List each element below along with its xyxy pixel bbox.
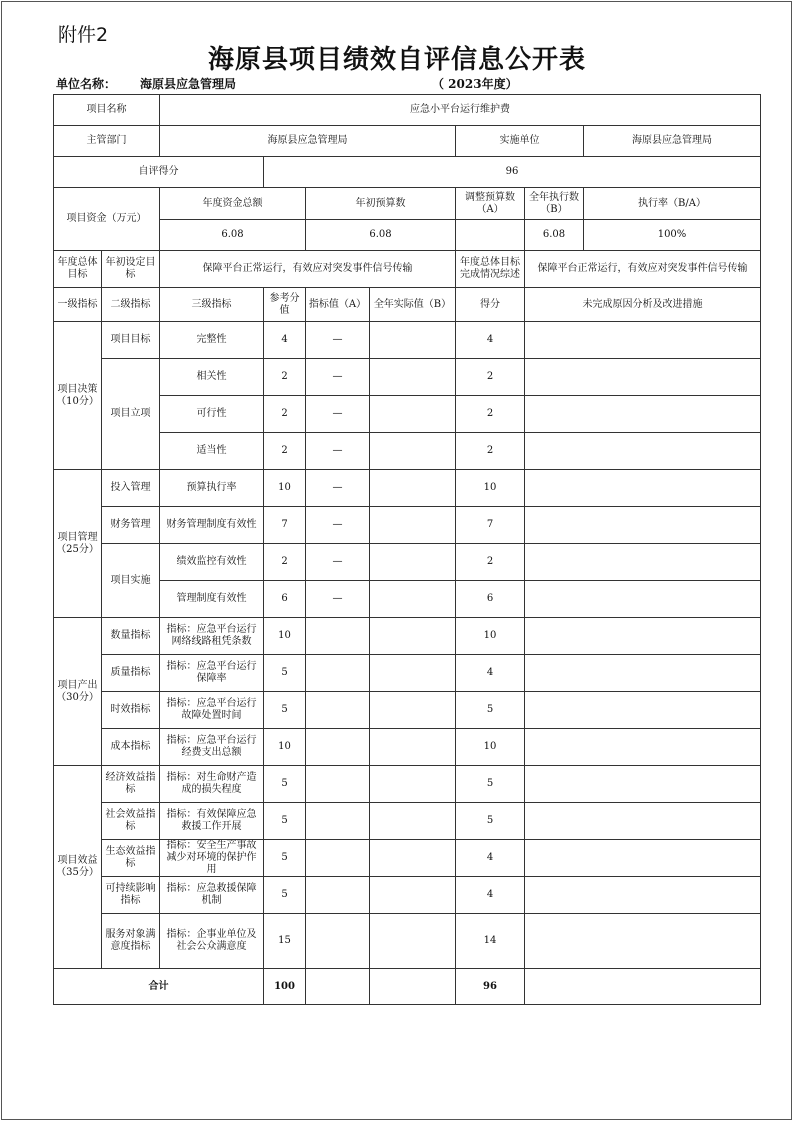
table-row xyxy=(54,692,761,729)
subcategory-label: 时效指标 xyxy=(102,692,160,729)
ref-score: 2 xyxy=(264,396,306,433)
ref-score: 5 xyxy=(264,692,306,729)
ref-score: 2 xyxy=(264,359,306,396)
ref-score: 10 xyxy=(264,729,306,766)
funds-rate-label: 执行率（B/A） xyxy=(584,188,761,220)
total-label: 合计 xyxy=(54,969,264,1005)
total-analysis xyxy=(525,969,761,1005)
funds-rate: 100% xyxy=(584,220,761,251)
actual-value xyxy=(370,322,456,359)
indicator-name: 可行性 xyxy=(160,396,264,433)
total-row xyxy=(54,969,761,1005)
subcategory-label: 服务对象满意度指标 xyxy=(102,914,160,969)
header-level2: 二级指标 xyxy=(102,288,160,322)
analysis-cell xyxy=(525,322,761,359)
subcategory-label: 财务管理 xyxy=(102,507,160,544)
subcategory-label: 质量指标 xyxy=(102,655,160,692)
target-value: — xyxy=(306,396,370,433)
funds-value-row xyxy=(54,220,761,251)
score-cell: 10 xyxy=(456,470,525,507)
table-row xyxy=(54,322,761,359)
score-cell: 4 xyxy=(456,840,525,877)
table-row xyxy=(54,618,761,655)
initial-goal-label: 年初设定目标 xyxy=(102,251,160,288)
score-value: 96 xyxy=(264,157,761,188)
target-value: — xyxy=(306,322,370,359)
ref-score: 10 xyxy=(264,618,306,655)
header-level3: 三级指标 xyxy=(160,288,264,322)
actual-value xyxy=(370,396,456,433)
score-label: 自评得分 xyxy=(54,157,264,188)
table-row xyxy=(54,470,761,507)
analysis-cell xyxy=(525,581,761,618)
actual-value xyxy=(370,729,456,766)
subcategory-label: 生态效益指标 xyxy=(102,840,160,877)
table-row xyxy=(54,544,761,581)
indicator-name: 指标：企事业单位及社会公众满意度 xyxy=(160,914,264,969)
total-score: 96 xyxy=(456,969,525,1005)
target-value xyxy=(306,840,370,877)
funds-executed: 6.08 xyxy=(525,220,584,251)
score-cell: 10 xyxy=(456,729,525,766)
analysis-cell xyxy=(525,692,761,729)
subcategory-label: 项目目标 xyxy=(102,322,160,359)
actual-value xyxy=(370,914,456,969)
header-level1: 一级指标 xyxy=(54,288,102,322)
actual-value xyxy=(370,433,456,470)
ref-score: 7 xyxy=(264,507,306,544)
impl-value: 海原县应急管理局 xyxy=(584,126,761,157)
table-row xyxy=(54,840,761,877)
analysis-cell xyxy=(525,396,761,433)
ref-score: 2 xyxy=(264,433,306,470)
table-row xyxy=(54,655,761,692)
indicator-name: 绩效监控有效性 xyxy=(160,544,264,581)
project-name-value: 应急小平台运行维护费 xyxy=(160,95,761,126)
indicator-name: 适当性 xyxy=(160,433,264,470)
analysis-cell xyxy=(525,655,761,692)
subcategory-label: 项目立项 xyxy=(102,359,160,470)
analysis-cell xyxy=(525,803,761,840)
header-actual: 全年实际值（B） xyxy=(370,288,456,322)
dept-value: 海原县应急管理局 xyxy=(160,126,456,157)
indicator-name: 财务管理制度有效性 xyxy=(160,507,264,544)
group-decision: 项目决策（10分） xyxy=(54,322,102,470)
score-cell: 7 xyxy=(456,507,525,544)
analysis-cell xyxy=(525,359,761,396)
total-ref-score: 100 xyxy=(264,969,306,1005)
table-row xyxy=(54,803,761,840)
analysis-cell xyxy=(525,433,761,470)
impl-label: 实施单位 xyxy=(456,126,584,157)
target-value xyxy=(306,766,370,803)
subcategory-label: 成本指标 xyxy=(102,729,160,766)
unit-name-label: 单位名称： xyxy=(56,77,117,91)
target-value: — xyxy=(306,581,370,618)
score-cell: 2 xyxy=(456,359,525,396)
analysis-cell xyxy=(525,544,761,581)
group-output: 项目产出（30分） xyxy=(54,618,102,766)
actual-value xyxy=(370,840,456,877)
analysis-cell xyxy=(525,618,761,655)
target-value: — xyxy=(306,507,370,544)
target-value: — xyxy=(306,544,370,581)
actual-value xyxy=(370,470,456,507)
funds-total: 6.08 xyxy=(160,220,306,251)
actual-value xyxy=(370,359,456,396)
indicator-name: 指标：应急平台运行网络线路租凭条数 xyxy=(160,618,264,655)
actual-value xyxy=(370,877,456,914)
analysis-cell xyxy=(525,729,761,766)
ref-score: 5 xyxy=(264,877,306,914)
total-actual xyxy=(370,969,456,1005)
subcategory-label: 投入管理 xyxy=(102,470,160,507)
target-value: — xyxy=(306,470,370,507)
ref-score: 4 xyxy=(264,322,306,359)
department-row xyxy=(54,126,761,157)
actual-value xyxy=(370,803,456,840)
target-value xyxy=(306,655,370,692)
project-name-label: 项目名称 xyxy=(54,95,160,126)
ref-score: 5 xyxy=(264,766,306,803)
ref-score: 5 xyxy=(264,803,306,840)
table-row xyxy=(54,729,761,766)
actual-value xyxy=(370,581,456,618)
score-cell: 2 xyxy=(456,433,525,470)
performance-table xyxy=(53,94,761,1005)
page-title: 海原县项目绩效自评信息公开表 xyxy=(207,45,586,75)
analysis-cell xyxy=(525,840,761,877)
funds-initial-label: 年初预算数 xyxy=(306,188,456,220)
ref-score: 10 xyxy=(264,470,306,507)
indicator-name: 指标：应急平台运行故障处置时间 xyxy=(160,692,264,729)
indicator-name: 预算执行率 xyxy=(160,470,264,507)
report-year: （ 2023年度） xyxy=(432,77,518,91)
indicator-name: 指标：对生命财产造成的损失程度 xyxy=(160,766,264,803)
actual-value xyxy=(370,618,456,655)
ref-score: 5 xyxy=(264,655,306,692)
score-cell: 5 xyxy=(456,692,525,729)
target-value xyxy=(306,803,370,840)
indicator-name: 指标：安全生产事故减少对环境的保护作用 xyxy=(160,840,264,877)
funds-executed-label: 全年执行数（B） xyxy=(525,188,584,220)
score-cell: 6 xyxy=(456,581,525,618)
subcategory-label: 数量指标 xyxy=(102,618,160,655)
target-value: — xyxy=(306,359,370,396)
actual-value xyxy=(370,544,456,581)
subcategory-label: 社会效益指标 xyxy=(102,803,160,840)
score-cell: 5 xyxy=(456,803,525,840)
target-value xyxy=(306,729,370,766)
target-value xyxy=(306,877,370,914)
indicator-name: 指标：应急救援保障机制 xyxy=(160,877,264,914)
completion-text: 保障平台正常运行，有效应对突发事件信号传输 xyxy=(525,251,761,288)
score-cell: 4 xyxy=(456,322,525,359)
group-benefit: 项目效益（35分） xyxy=(54,766,102,969)
initial-goal-text: 保障平台正常运行，有效应对突发事件信号传输 xyxy=(160,251,456,288)
score-cell: 4 xyxy=(456,877,525,914)
table-row xyxy=(54,581,761,618)
indicator-name: 指标：应急平台运行经费支出总额 xyxy=(160,729,264,766)
group-management: 项目管理（25分） xyxy=(54,470,102,618)
header-score: 得分 xyxy=(456,288,525,322)
target-value xyxy=(306,914,370,969)
actual-value xyxy=(370,692,456,729)
indicator-name: 指标：有效保障应急救援工作开展 xyxy=(160,803,264,840)
actual-value xyxy=(370,766,456,803)
goals-row xyxy=(54,251,761,288)
funds-header-row xyxy=(54,188,761,220)
ref-score: 6 xyxy=(264,581,306,618)
indicator-name: 相关性 xyxy=(160,359,264,396)
subcategory-label: 可持续影响指标 xyxy=(102,877,160,914)
analysis-cell xyxy=(525,914,761,969)
table-row xyxy=(54,433,761,470)
ref-score: 15 xyxy=(264,914,306,969)
funds-label: 项目资金（万元） xyxy=(54,188,160,251)
score-cell: 2 xyxy=(456,544,525,581)
indicator-name: 管理制度有效性 xyxy=(160,581,264,618)
unit-name-value: 海原县应急管理局 xyxy=(140,77,237,91)
analysis-cell xyxy=(525,766,761,803)
indicator-header-row xyxy=(54,288,761,322)
table-row xyxy=(54,914,761,969)
table-row xyxy=(54,396,761,433)
ref-score: 5 xyxy=(264,840,306,877)
ref-score: 2 xyxy=(264,544,306,581)
header-target: 指标值（A） xyxy=(306,288,370,322)
actual-value xyxy=(370,655,456,692)
table-row xyxy=(54,359,761,396)
target-value xyxy=(306,618,370,655)
funds-total-label: 年度资金总额 xyxy=(160,188,306,220)
score-cell: 2 xyxy=(456,396,525,433)
score-cell: 4 xyxy=(456,655,525,692)
funds-adjusted-label: 调整预算数（A） xyxy=(456,188,525,220)
funds-adjusted xyxy=(456,220,525,251)
analysis-cell xyxy=(525,470,761,507)
header-ref-score: 参考分值 xyxy=(264,288,306,322)
indicator-name: 指标：应急平台运行保障率 xyxy=(160,655,264,692)
table-row xyxy=(54,766,761,803)
target-value xyxy=(306,692,370,729)
score-cell: 10 xyxy=(456,618,525,655)
indicator-name: 完整性 xyxy=(160,322,264,359)
project-name-row xyxy=(54,95,761,126)
score-cell: 14 xyxy=(456,914,525,969)
dept-label: 主管部门 xyxy=(54,126,160,157)
subcategory-label: 经济效益指标 xyxy=(102,766,160,803)
header-analysis: 未完成原因分析及改进措施 xyxy=(525,288,761,322)
funds-initial: 6.08 xyxy=(306,220,456,251)
table-row xyxy=(54,507,761,544)
subcategory-label: 项目实施 xyxy=(102,544,160,618)
overall-goal-label: 年度总体目标 xyxy=(54,251,102,288)
analysis-cell xyxy=(525,507,761,544)
completion-label: 年度总体目标完成情况综述 xyxy=(456,251,525,288)
analysis-cell xyxy=(525,877,761,914)
total-target xyxy=(306,969,370,1005)
target-value: — xyxy=(306,433,370,470)
actual-value xyxy=(370,507,456,544)
score-cell: 5 xyxy=(456,766,525,803)
annex-label: 附件2 xyxy=(58,24,109,46)
table-row xyxy=(54,877,761,914)
self-score-row xyxy=(54,157,761,188)
